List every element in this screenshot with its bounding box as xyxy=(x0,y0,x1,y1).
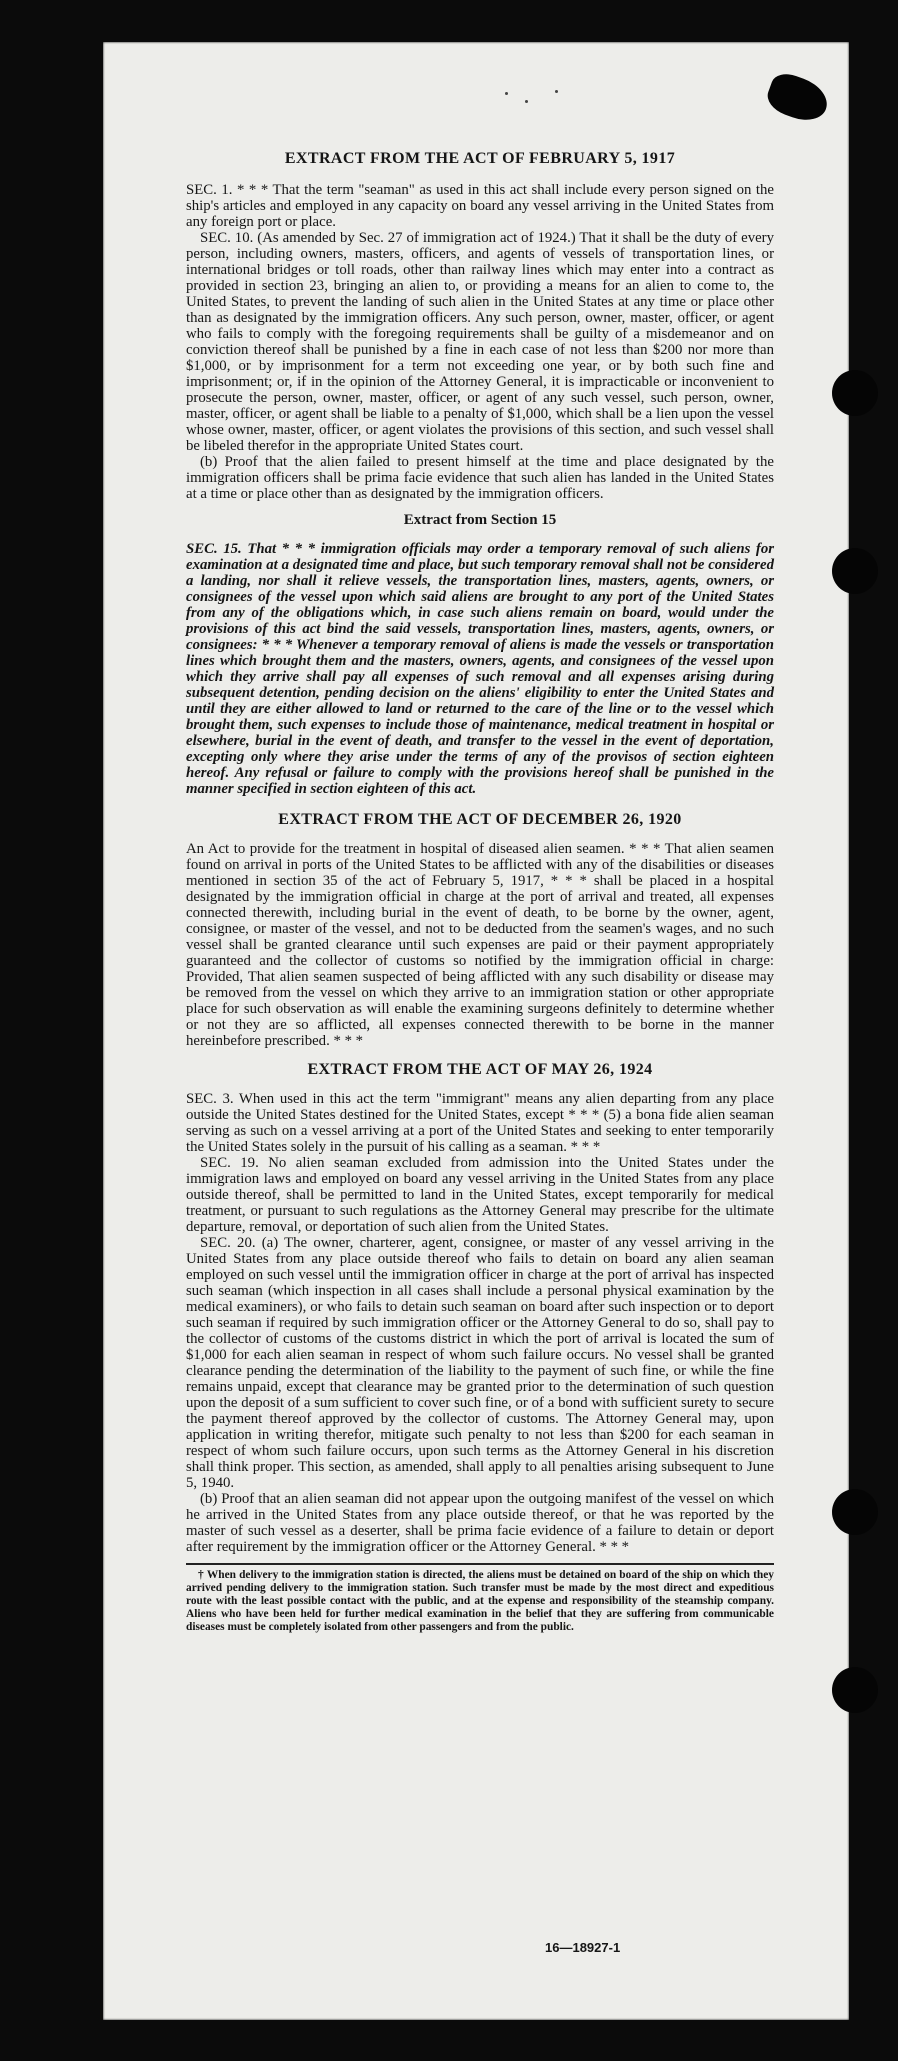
heading-1924: EXTRACT FROM THE ACT OF MAY 26, 1924 xyxy=(307,1061,653,1078)
paragraph-sec-10-b: (b) Proof that the alien failed to present himself at the time and place designated by the immigration officers shall be prima facie evidence that such alien has landed in the United States at a time or place other than as designated by the immigration officers. xyxy=(186,454,774,502)
paragraph-sec-15: SEC. 15. That * * * immigration officials may order a temporary removal of such aliens for examination at a designated time and place, but such temporary removal shall not be considered a landing, nor shall it relieve vessels, the transportation lines, masters, agents, owners, or consignees of the vessel upon which said aliens are brought to any port of the United States from any of the obligations which, in case such aliens remain on board, would under the provisions of this act bind the said vessels, transportation lines, masters, agents, owners, or consignees: * * * Whenever a temporary removal of aliens is made the vessels or transportation lines which brought them and the masters, owners, agents, and consignees of the vessel upon which they arrive shall pay all expenses of such removal and all expenses arising during subsequent detention, pending decision on the aliens' eligibility to enter the United States and until they are either allowed to land or returned to the care of the line or to the vessel which brought them, such expenses to include those of maintenance, medical treatment in hospital or elsewhere, burial in the event of death, and transfer to the vessel in the event of deportation, excepting only where they arise under the terms of any of the provisos of section eighteen hereof. Any refusal or failure to comply with the provisions hereof shall be punished in the manner specified in section eighteen of this act. xyxy=(186,541,774,797)
heading-1920: EXTRACT FROM THE ACT OF DECEMBER 26, 1920 xyxy=(278,811,682,828)
paragraph-sec-19: SEC. 19. No alien seaman excluded from admission into the United States under the immigration laws and employed on board any vessel arriving in the United States from any place outside thereof, shall be permitted to land in the United States, except temporarily for medical treatment, or pursuant to such regulations as the Attorney General may prescribe for the ultimate departure, removal, or deportation of such alien from the United States. xyxy=(186,1155,774,1235)
speck xyxy=(505,92,508,95)
footnote-divider xyxy=(186,1563,774,1565)
form-number: 16—18927-1 xyxy=(545,1940,621,1955)
speck xyxy=(525,100,528,103)
document-page xyxy=(103,42,849,2020)
punch-hole xyxy=(832,1667,878,1713)
paragraph-act-1920: An Act to provide for the treatment in hospital of diseased alien seamen. * * * That alien seamen found on arrival in ports of the United States to be afflicted with any of the disabilities or diseases mentioned in section 35 of the act of February 5, 1917, * * * shall be placed in a hospital designated by the immigration official in charge at the port of arrival and treated, all expenses connected therewith, including burial in the event of death, to be borne by the owner, agent, consignee, or master of the vessel, and not to be deducted from the seamen's wages, and no such vessel shall be granted clearance until such expenses are paid or their payment appropriately guaranteed and the collector of customs so notified by the immigration official in charge: Provided, That alien seamen suspected of being afflicted with any such disability or disease may be removed from the vessel on which they arrive to an immigration station or other appropriate place for such observation as will enable the examining surgeons definitely to determine whether or not they are so afflicted, all expenses connected therewith to be borne in the manner hereinbefore prescribed. * * * xyxy=(186,841,774,1049)
punch-hole xyxy=(832,548,878,594)
ink-blot xyxy=(763,69,833,127)
paragraph-sec-3: SEC. 3. When used in this act the term "immigrant" means any alien departing from any place outside the United States destined for the United States, except * * * (5) a bona fide alien seaman serving as such on a vessel arriving at a port of the United States and seeking to enter temporarily the United States solely in the pursuit of his calling as a seaman. * * * xyxy=(186,1091,774,1155)
heading-1917: EXTRACT FROM THE ACT OF FEBRUARY 5, 1917 xyxy=(284,150,676,167)
paragraph-sec-10: SEC. 10. (As amended by Sec. 27 of immigration act of 1924.) That it shall be the duty of every person, including owners, masters, officers, and agents of vessels of transportation lines, or international bridges or toll roads, other than railway lines which may enter into a contract as provided in section 23, bringing an alien to, or providing a means for an alien to come to, the United States, to prevent the landing of such alien in the United States at any time or place other than as designated by the immigration officers. Any such person, owner, master, officer, or agent who fails to comply with the foregoing requirements shall be guilty of a misdemeanor and on conviction thereof shall be punished by a fine in each case of not less than $200 nor more than $1,000, or by imprisonment for a term not exceeding one year, or by both such fine and imprisonment; or, if in the opinion of the Attorney General, it is impracticable or inconvenient to prosecute the person, owner, master, officer, or agent of any such vessel, such person, owner, master, officer, or agent shall be liable to a penalty of $1,000, which shall be a lien upon the vessel whose owner, master, officer, or agent violates the provisions of this section, and such vessel shall be libeled therefor in the appropriate United States court. xyxy=(186,230,774,454)
paragraph-sec-1: SEC. 1. * * * That the term "seaman" as used in this act shall include every person signed on the ship's articles and employed in any capacity on board any vessel arriving in the United States from any foreign port or place. xyxy=(186,182,774,230)
punch-hole xyxy=(832,370,878,416)
footnote: † When delivery to the immigration station is directed, the aliens must be detained on board of the ship on which they arrived pending delivery to the immigration station. Such transfer must be made by the most direct and expeditious route with the least possible contact with the public, and at the expense and responsibility of the steamship company. Aliens who have been held for further medical examination in the belief that they are suffering from communicable diseases must be completely isolated from other passengers and from the public. xyxy=(186,1569,774,1633)
speck xyxy=(555,90,558,93)
punch-hole xyxy=(832,1489,878,1535)
paragraph-sec-20-b: (b) Proof that an alien seaman did not appear upon the outgoing manifest of the vessel on which he arrived in the United States from any place outside thereof, or that he was reported by the master of such vessel as a deserter, shall be prima facie evidence of a failure to detain or deport after requirement by the immigration officer or the Attorney General. * * * xyxy=(186,1491,774,1555)
sub-heading-section-15: Extract from Section 15 xyxy=(403,512,557,528)
paragraph-sec-20: SEC. 20. (a) The owner, charterer, agent, consignee, or master of any vessel arriving in the United States from any place outside thereof who fails to detain on board any alien seaman employed on such vessel until the immigration officer in charge at the port of arrival has inspected such seaman (which inspection in all cases shall include a personal physical examination by the medical examiners), or who fails to detain such seaman on board after such inspection or to deport such seaman if required by such immigration officer or the Attorney General to do so, shall pay to the collector of customs of the customs district in which the port of arrival is located the sum of $1,000 for each alien seaman in respect of whom such failure occurs. No vessel shall be granted clearance pending the determination of the liability to the payment of such fine, or while the fine remains unpaid, except that clearance may be granted prior to the determination of such question upon the deposit of a sum sufficient to cover such fine, or of a bond with sufficient surety to secure the payment thereof approved by the collector of customs. The Attorney General may, upon application in writing therefor, mitigate such penalty to not less than $200 for each seaman in respect of whom such failure occurs, upon such terms as the Attorney General in his discretion shall think proper. This section, as amended, shall apply to all penalties arising subsequent to June 5, 1940. xyxy=(186,1235,774,1491)
document-body xyxy=(186,150,774,1634)
